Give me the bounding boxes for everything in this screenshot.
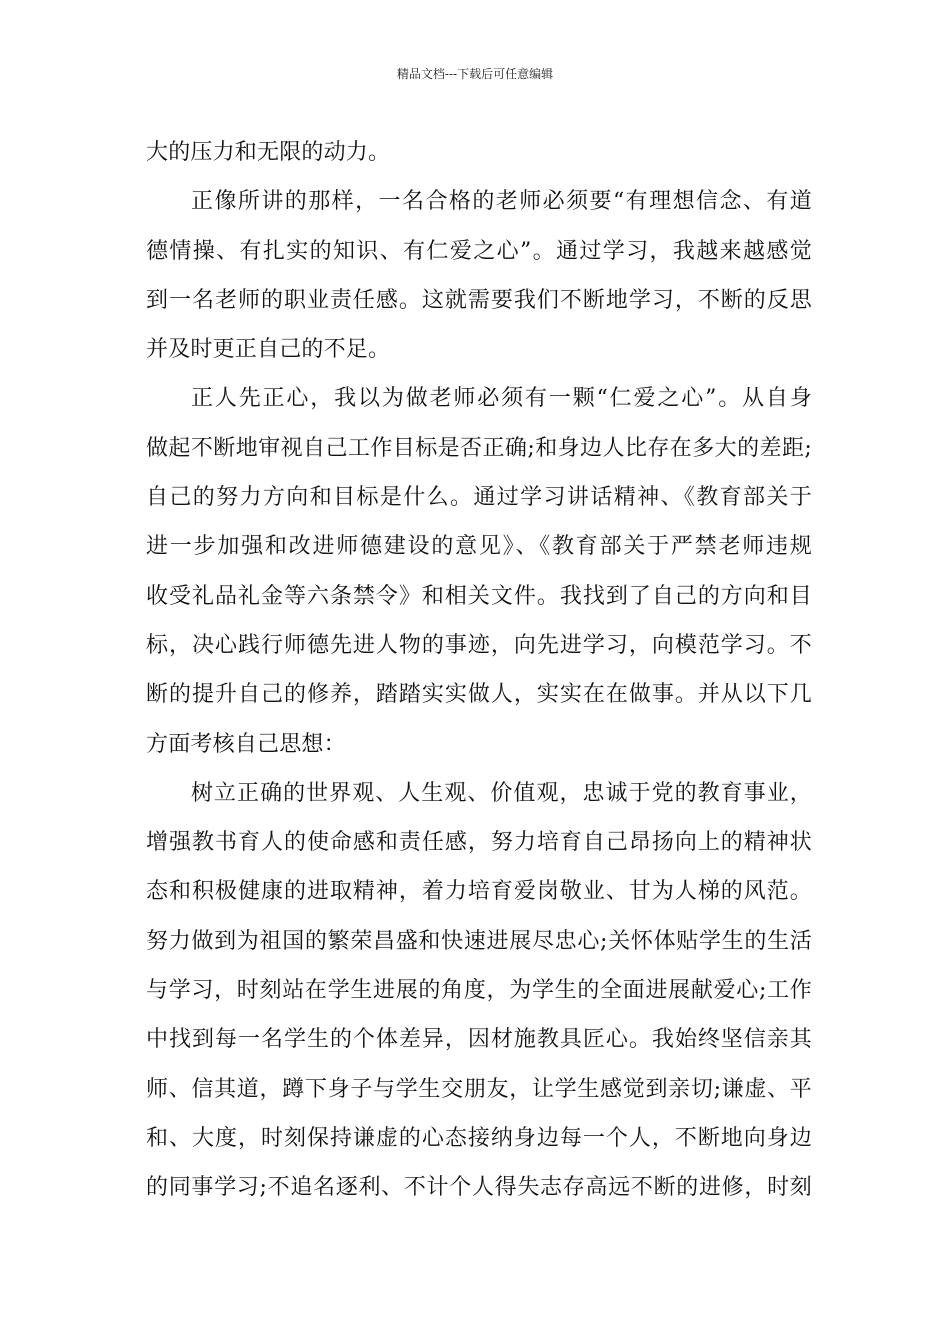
text-line: 的同事学习;不追名逐利、不计个人得失志存高远不断的进修，时刻 [146, 1175, 812, 1201]
text-line: 态和积极健康的进取精神，着力培育爱岗敬业、甘为人梯的风范。 [146, 879, 812, 905]
text-line: 与学习，时刻站在学生进展的角度，为学生的全面进展献爱心;工作 [146, 978, 812, 1004]
text-line: 标，决心践行师德先进人物的事迹，向先进学习，向模范学习。不 [146, 632, 812, 658]
text-line: 并及时更正自己的不足。 [146, 337, 391, 363]
text-line: 断的提升自己的修养，踏踏实实做人，实实在在做事。并从以下几 [146, 682, 812, 708]
text-line: 努力做到为祖国的繁荣昌盛和快速进展尽忠心;关怀体贴学生的生活 [146, 928, 812, 954]
body-text [146, 128, 812, 1213]
text-line: 收受礼品礼金等六条禁令》和相关文件。我找到了自己的方向和目 [146, 583, 812, 609]
text-line: 和、大度，时刻保持谦虚的心态接纳身边每一个人，不断地向身边 [146, 1125, 812, 1151]
text-line: 做起不断地审视自己工作目标是否正确;和身边人比存在多大的差距; [146, 435, 812, 461]
page-header: 精品文档---下载后可任意编辑 [396, 67, 554, 81]
text-line: 正人先正心，我以为做老师必须有一颗“仁爱之心”。从自身 [191, 386, 812, 412]
text-line: 增强教书育人的使命感和责任感，努力培育自己昂扬向上的精神状 [146, 830, 812, 856]
text-line: 进一步加强和改进师德建设的意见》、《教育部关于严禁老师违规 [146, 534, 812, 560]
text-line: 方面考核自己思想： [146, 731, 346, 757]
text-line: 树立正确的世界观、人生观、价值观，忠诚于党的教育事业， [191, 780, 812, 806]
text-line: 到一名老师的职业责任感。这就需要我们不断地学习，不断的反思 [146, 287, 812, 313]
text-line: 大的压力和无限的动力。 [146, 140, 391, 165]
text-line: 正像所讲的那样，一名合格的老师必须要“有理想信念、有道 [191, 189, 812, 215]
text-line: 中找到每一名学生的个体差异，因材施教具匠心。我始终坚信亲其 [146, 1027, 812, 1053]
text-line: 自己的努力方向和目标是什么。通过学习讲话精神、《教育部关于 [146, 485, 812, 511]
text-line: 师、信其道，蹲下身子与学生交朋友，让学生感觉到亲切;谦虚、平 [146, 1076, 812, 1102]
text-line: 德情操、有扎实的知识、有仁爱之心”。通过学习，我越来越感觉 [146, 238, 812, 264]
